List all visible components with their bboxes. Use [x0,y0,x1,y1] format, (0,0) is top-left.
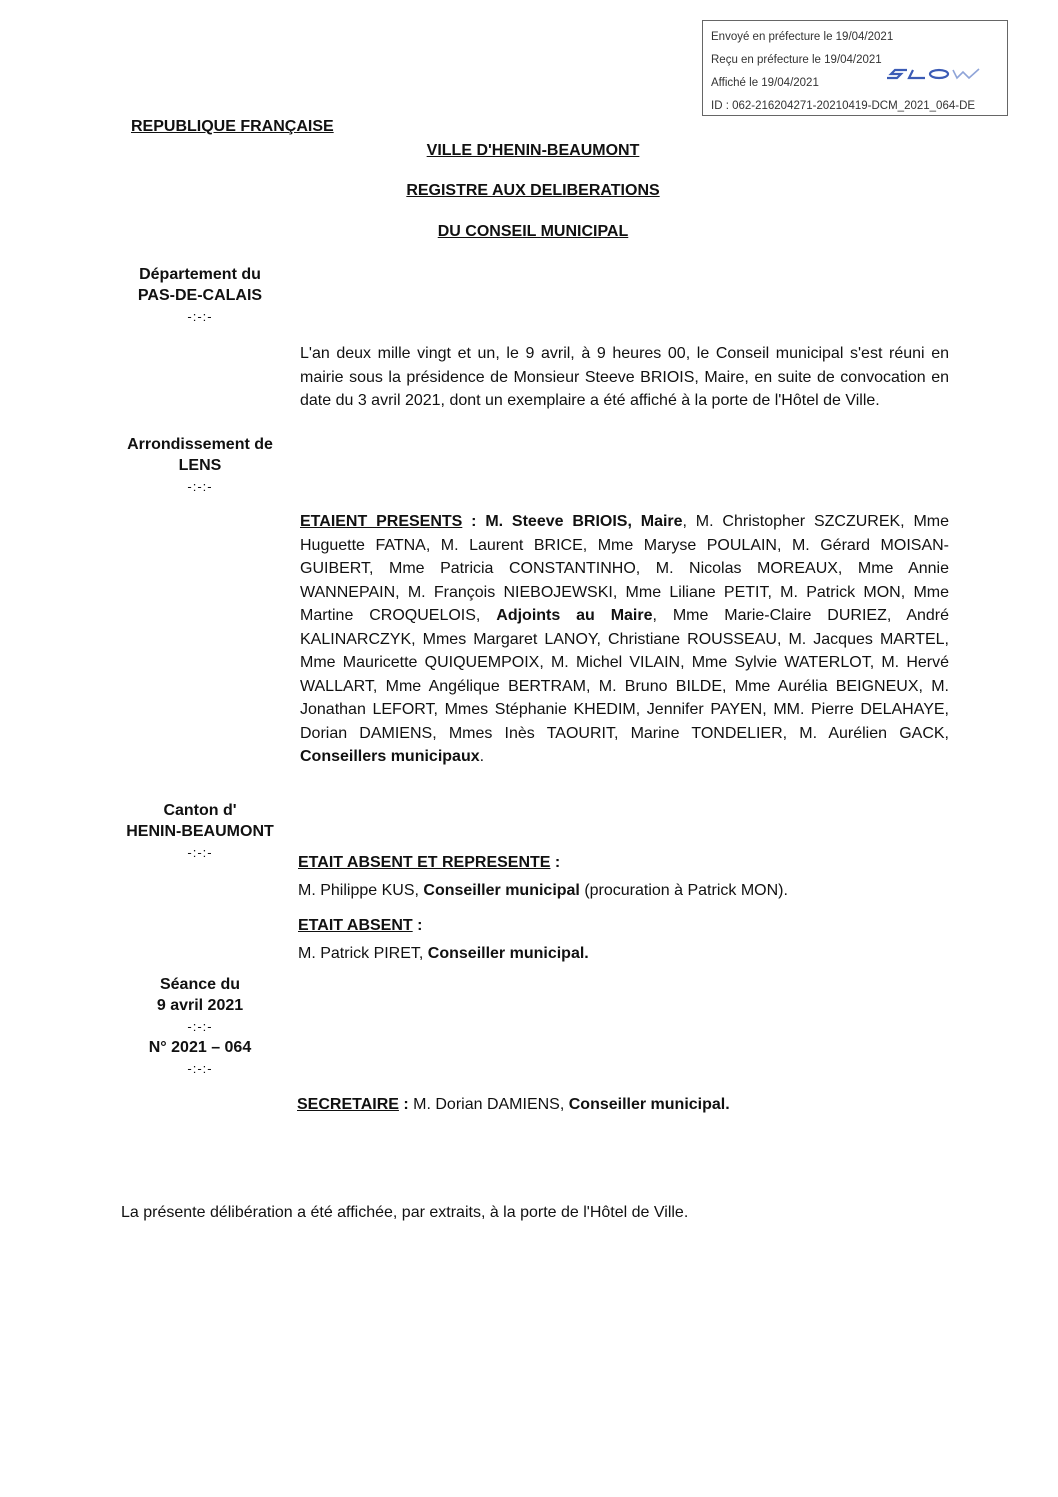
departement-block: Département du PAS-DE-CALAIS -:-:- [137,266,263,324]
ville-heading: VILLE D'HENIN-BEAUMONT [426,142,640,159]
registre-heading: REGISTRE AUX DELIBERATIONS [406,182,660,199]
maire-label: Maire [640,513,683,530]
arrondissement-block: Arrondissement de LENS -:-:- [127,436,273,494]
absent-represente-line: M. Philippe KUS, Conseiller municipal (procuration à Patrick MON). [298,882,788,899]
canton-block: Canton d' HENIN-BEAUMONT -:-:- [126,802,274,860]
absent-line: M. Patrick PIRET, Conseiller municipal. [298,945,589,962]
deliberation-number: N° 2021 – 064 [148,1039,252,1056]
stamp-envoye: Envoyé en préfecture le 19/04/2021 [711,31,894,43]
secretaire-line: SECRETAIRE : M. Dorian DAMIENS, Conseiller municipal. [297,1096,730,1113]
absent-represente-heading: ETAIT ABSENT ET REPRESENTE : [298,854,561,871]
stamp-recu: Reçu en préfecture le 19/04/2021 [711,54,882,66]
presents-paragraph: ETAIENT PRESENTS : M. Steeve BRIOIS, Maire, M. Christopher SZCZUREK, Mme Huguette FATNA, M. Laurent BRICE, Mme Maryse POULAIN, M. Gérard MOISAN-GUIBERT, Mme Patricia CONSTANTINHO, M. Nicolas MOREAUX, Mme Annie WANNEPAIN, M. François NIEBOJEWSKI, Mme Liliane PETIT, M. Patrick MON, Mme Martine CROQUELOIS, Adjoints au Maire, Mme Marie-Claire DURIEZ, André KALINARCZYK, Mmes Margaret LANOY, Christiane ROUSSEAU, M. Jacques MARTEL, Mme Mauricette QUIQUEMPOIX, M. Michel VILAIN, Mme Sylvie WATERLOT, M. Hervé WALLART, Mme Angélique BERTRAM, M. Bruno BILDE, Mme Aurélia BEIGNEUX, M. Jonathan LEFORT, Mmes Stéphanie KHEDIM, Jennifer PAYEN, MM. Pierre DELAHAYE, Dorian DAMIENS, Mmes Inès TAOURIT, Marine TONDELIER, M. Aurélien GACK, Conseillers municipaux. [300,513,950,765]
intro-paragraph: L'an deux mille vingt et un, le 9 avril, à 9 heures 00, le Conseil municipal s'est réuni en mairie sous la présidence de Monsieur Steeve BRIOIS, Maire, en suite de convocation en date du 3 avril 2021, dont un exemplaire a été affiché à la porte de l'Hôtel de Ville. [300,345,949,409]
republique-heading: REPUBLIQUE FRANÇAISE [131,118,334,135]
stamp-id: ID : 062-216204271-20210419-DCM_2021_064-DE [711,100,976,112]
footer-note: La présente délibération a été affichée, par extraits, à la porte de l'Hôtel de Ville. [121,1204,689,1221]
conseil-heading: DU CONSEIL MUNICIPAL [437,223,629,240]
secretaire-label: SECRETAIRE [297,1096,399,1113]
stamp-affiche: Affiché le 19/04/2021 [711,77,819,89]
presents-label: ETAIENT PRESENTS [300,513,463,530]
seance-block: Séance du 9 avril 2021 -:-:- N° 2021 – 064 -:-:- [110,974,290,1079]
adjoints-label: Adjoints au Maire [496,607,653,624]
absent-heading: ETAIT ABSENT : [298,917,423,934]
conseillers-label: Conseillers municipaux [300,748,480,765]
slo-logo-icon [883,67,988,81]
prefecture-stamp [702,20,1008,116]
